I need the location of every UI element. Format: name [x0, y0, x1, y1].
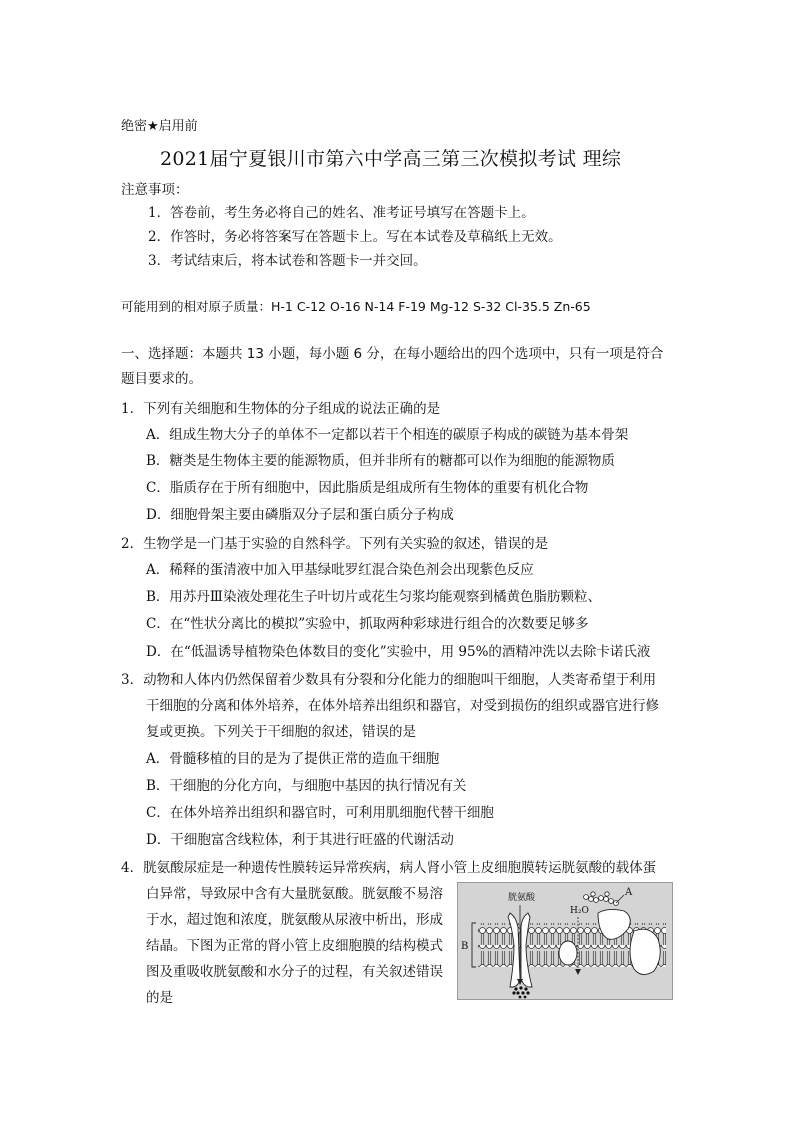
label-cystine: 胱氨酸	[508, 893, 536, 903]
bracket-b	[472, 923, 476, 967]
section-instruction: 题目要求的。	[121, 371, 202, 387]
question-2-option-a: A．稀释的蛋清液中加入甲基绿吡罗红混合染色剂会出现紫色反应	[146, 562, 534, 578]
question-4-stem-cont: 于水，超过饱和浓度，胱氨酸从尿液中析出，形成	[146, 912, 443, 928]
question-3-stem: 3．动物和人体内仍然保留着少数具有分裂和分化能力的细胞叫干细胞，人类寄希望于利用	[121, 672, 657, 688]
question-1-option-c: C．脂质存在于所有细胞中，因此脂质是组成所有生物体的重要有机化合物	[146, 480, 589, 496]
confidential-label: 绝密★启用前	[121, 119, 198, 134]
question-3-option-a: A．骨髓移植的目的是为了提供正常的造血干细胞	[146, 751, 440, 767]
question-2-stem: 2．生物学是一门基于实验的自然科学。下列有关实验的叙述，错误的是	[121, 536, 549, 552]
question-2-option-b: B．用苏丹Ⅲ染液处理花生子叶切片或花生匀浆均能观察到橘黄色脂肪颗粒、	[146, 589, 601, 605]
question-4-stem: 4．胱氨酸尿症是一种遗传性膜转运异常疾病，病人肾小管上皮细胞膜转运胱氨酸的载体蛋	[121, 860, 657, 876]
question-3-stem-cont: 干细胞的分离和体外培养，在体外培养出组织和器官，对受到损伤的组织或器官进行修	[146, 698, 659, 714]
membrane-diagram	[457, 882, 673, 1000]
label-a: A	[625, 887, 633, 898]
question-1-option-a: A．组成生物大分子的单体不一定都以若干个相连的碳原子构成的碳链为基本骨架	[146, 427, 629, 443]
peripheral-protein-large	[630, 929, 660, 974]
question-4-stem-cont: 结晶。下图为正常的肾小管上皮细胞膜的结构模式	[146, 938, 443, 954]
notice-heading: 注意事项：	[121, 182, 189, 198]
membrane-protein-small	[559, 941, 577, 965]
notice-item: 3．考试结束后，将本试卷和答题卡一并交回。	[148, 253, 427, 269]
question-3-option-b: B．干细胞的分化方向，与细胞中基因的执行情况有关	[146, 778, 467, 794]
question-1-option-d: D．细胞骨架主要由磷脂双分子层和蛋白质分子构成	[146, 507, 454, 523]
question-2-option-d: D．在“低温诱导植物染色体数目的变化”实验中，用 95%的酒精冲洗以去除卡诺氏液	[146, 644, 651, 660]
question-3-option-c: C．在体外培养出组织和器官时，可利用肌细胞代替干细胞	[146, 805, 494, 821]
question-1-option-b: B．糖类是生物体主要的能源物质，但并非所有的糖都可以作为细胞的能源物质	[146, 453, 615, 469]
notice-item: 1．答卷前，考生务必将自己的姓名、准考证号填写在答题卡上。	[148, 205, 535, 221]
question-2-option-c: C．在“性状分离比的模拟”实验中，抓取两种彩球进行组合的次数要足够多	[146, 616, 589, 632]
question-3-option-d: D．干细胞富含线粒体，利于其进行旺盛的代谢活动	[146, 832, 454, 848]
question-4-stem-cont: 图及重吸收胱氨酸和水分子的过程，有关叙述错误	[146, 964, 443, 980]
question-3-stem-cont: 复或更换。下列关于干细胞的叙述，错误的是	[146, 724, 416, 740]
question-4-stem-cont: 白异常，导致尿中含有大量胱氨酸。胱氨酸不易溶	[146, 886, 443, 902]
section-instruction: 一、选择题：本题共 13 小题，每小题 6 分，在每小题给出的四个选项中，只有一项是符合	[121, 346, 664, 362]
notice-item: 2．作答时，务必将答案写在答题卡上。写在本试卷及草稿纸上无效。	[148, 229, 562, 245]
question-1-stem: 1．下列有关细胞和生物体的分子组成的说法正确的是	[121, 401, 441, 417]
glycoprotein-chain	[584, 892, 619, 906]
question-4-stem-cont: 的是	[146, 990, 173, 1006]
label-water: H₂O	[570, 906, 589, 916]
cystine-particles	[512, 986, 529, 998]
label-b: B	[461, 941, 469, 952]
atomic-masses: 可能用到的相对原子质量：H-1 C-12 O-16 N-14 F-19 Mg-12 S-32 Cl-35.5 Zn-65	[121, 299, 591, 314]
exam-title: 2021届宁夏银川市第六中学高三第三次模拟考试 理综	[160, 148, 622, 170]
